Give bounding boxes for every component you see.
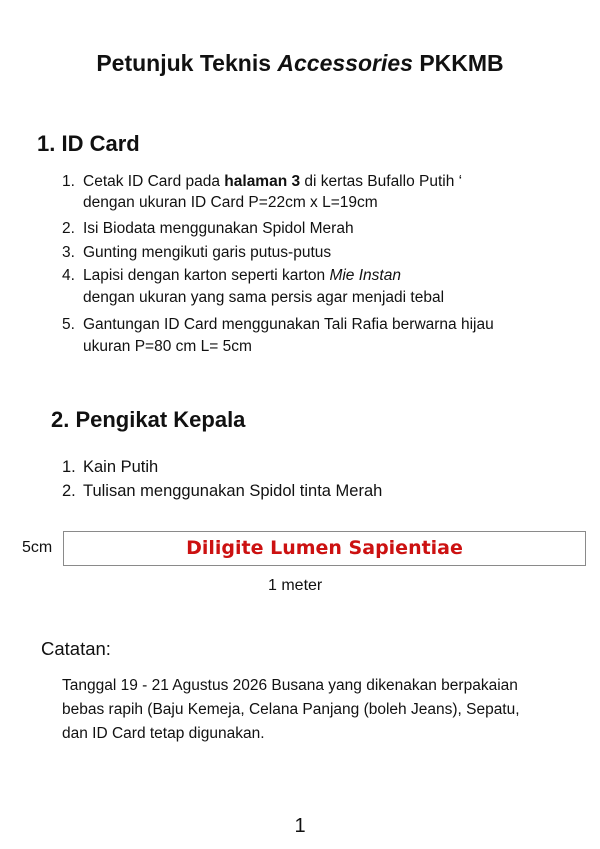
list-text: Gunting mengikuti garis putus-putus bbox=[83, 244, 332, 261]
list-item bbox=[62, 316, 494, 356]
list-text: di kertas Bufallo Putih ‘ bbox=[300, 173, 463, 190]
list-continuation: ukuran P=80 cm L= 5cm bbox=[83, 338, 252, 355]
note-line: Tanggal 19 - 21 Agustus 2026 Busana yang dikenakan berpakaian bbox=[62, 677, 518, 694]
list-number: 2. bbox=[62, 482, 76, 500]
title-tail: PKKMB bbox=[412, 50, 504, 76]
list-number: 1. bbox=[62, 173, 75, 190]
list-item bbox=[62, 220, 354, 238]
page-title bbox=[0, 50, 600, 77]
list-bold-text: halaman 3 bbox=[224, 173, 301, 190]
section-heading-id-card: 1. ID Card bbox=[37, 131, 140, 156]
list-continuation: dengan ukuran yang sama persis agar menjadi tebal bbox=[83, 289, 445, 306]
title-emphasis: Accessories bbox=[277, 50, 413, 76]
headband-banner bbox=[63, 531, 586, 566]
list-text: Isi Biodata menggunakan Spidol Merah bbox=[83, 220, 354, 237]
title-main: Petunjuk Teknis bbox=[96, 50, 278, 76]
list-text: Gantungan ID Card menggunakan Tali Rafia berwarna hijau bbox=[83, 316, 494, 333]
list-continuation: dengan ukuran ID Card P=22cm x L=19cm bbox=[83, 194, 378, 211]
note-heading: Catatan: bbox=[41, 638, 111, 659]
list-text: Kain Putih bbox=[83, 458, 159, 476]
list-item bbox=[62, 267, 444, 307]
list-item bbox=[62, 173, 462, 212]
headband-height-label: 5cm bbox=[22, 539, 53, 556]
list-text: Lapisi dengan karton seperti karton bbox=[83, 267, 330, 284]
page-number: 1 bbox=[294, 815, 306, 837]
list-number: 2. bbox=[62, 220, 75, 237]
note-line: bebas rapih (Baju Kemeja, Celana Panjang (boleh Jeans), Sepatu, bbox=[62, 701, 520, 718]
list-item bbox=[62, 482, 382, 501]
list-number: 4. bbox=[62, 267, 75, 284]
headband-width-label: 1 meter bbox=[268, 577, 323, 594]
note-line: dan ID Card tetap digunakan. bbox=[62, 725, 265, 742]
list-italic-text: Mie Instan bbox=[329, 267, 401, 284]
list-text: Cetak ID Card pada bbox=[83, 173, 225, 190]
headband-text: Diligite Lumen Sapientiae bbox=[186, 537, 463, 559]
list-item bbox=[62, 244, 331, 262]
list-number: 3. bbox=[62, 244, 75, 261]
section-heading-headband: 2. Pengikat Kepala bbox=[51, 407, 246, 432]
list-item bbox=[62, 458, 158, 477]
list-text: Tulisan menggunakan Spidol tinta Merah bbox=[83, 482, 383, 500]
list-number: 5. bbox=[62, 316, 75, 333]
list-number: 1. bbox=[62, 458, 76, 476]
